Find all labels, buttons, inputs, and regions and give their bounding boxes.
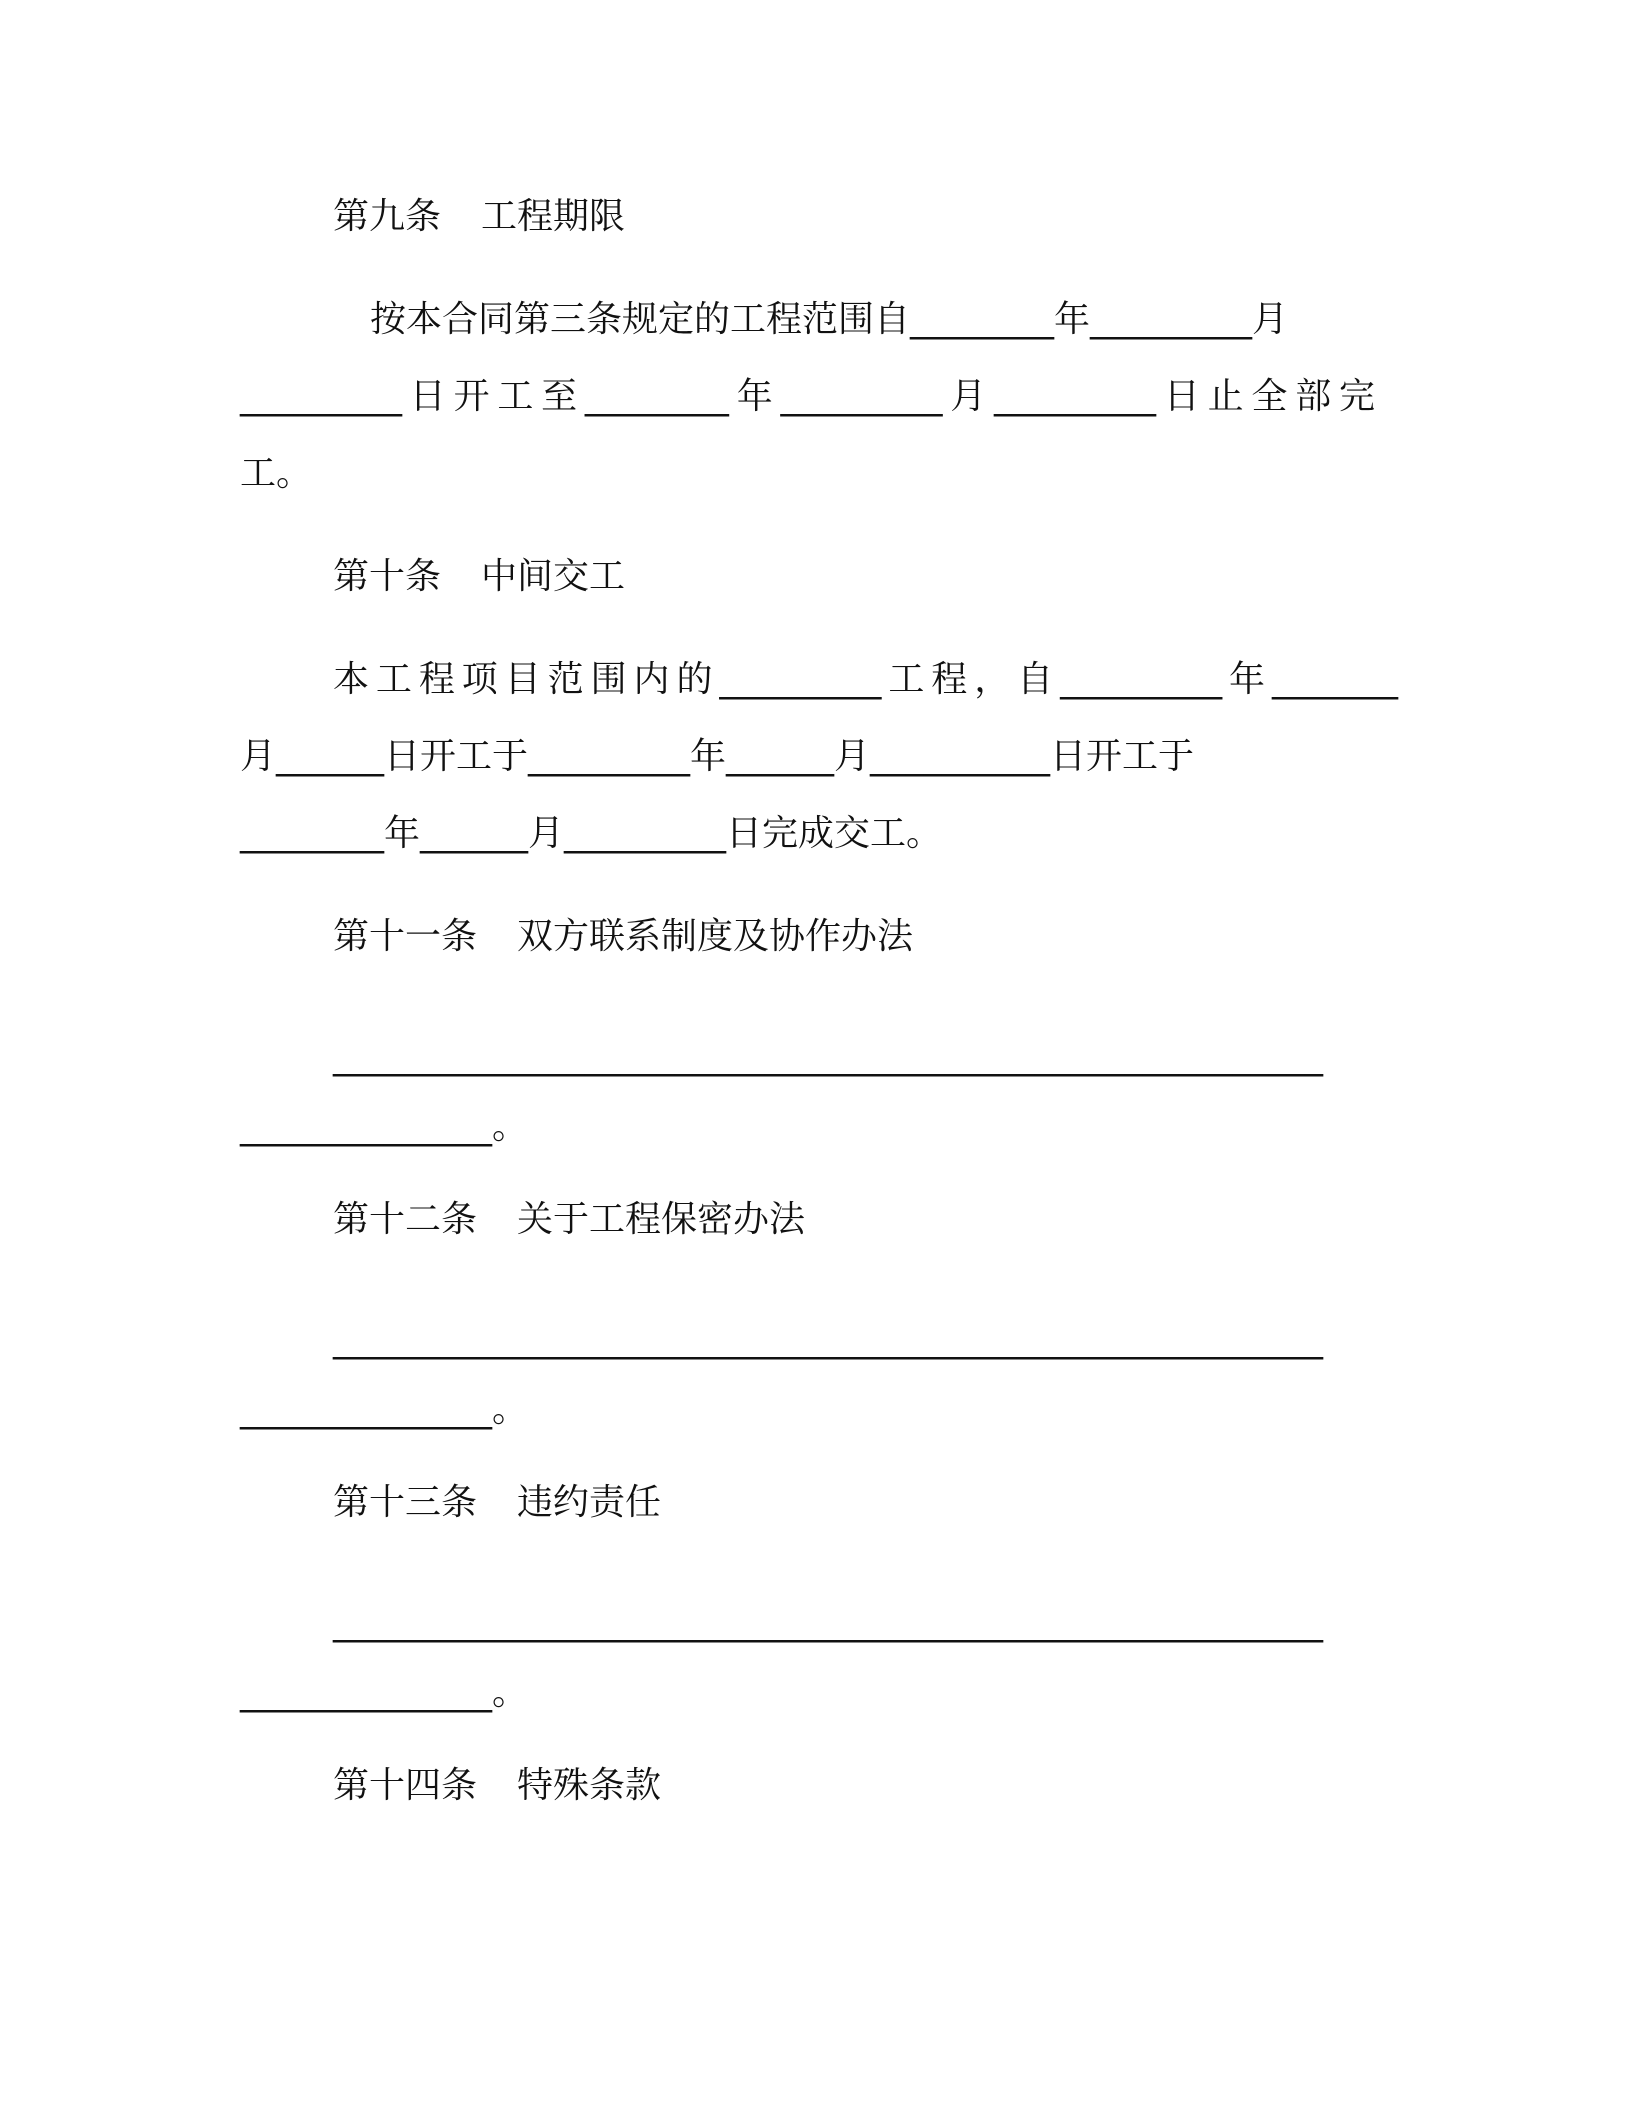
article-13-blank-line-1: _______________________________________________________ bbox=[333, 1602, 1323, 1643]
article-title: 关于工程保密办法 bbox=[517, 1199, 806, 1240]
article-title: 中间交工 bbox=[481, 556, 626, 597]
article-title: 双方联系制度及协作办法 bbox=[517, 916, 914, 957]
article-12-blank-line-1: _______________________________________________________ bbox=[333, 1319, 1323, 1360]
article-title: 违约责任 bbox=[517, 1482, 662, 1523]
article-number: 第十一条 bbox=[333, 916, 478, 957]
article-12-heading bbox=[333, 1198, 805, 1242]
article-14-heading bbox=[333, 1764, 661, 1808]
article-number: 第十二条 bbox=[333, 1199, 478, 1240]
article-number: 第十条 bbox=[333, 556, 442, 597]
article-title: 特殊条款 bbox=[517, 1765, 662, 1806]
article-13-heading bbox=[333, 1481, 661, 1525]
article-10-heading bbox=[333, 555, 625, 599]
article-9-line-2: _________日开工至________年_________月_________日止全部完 bbox=[240, 376, 1375, 417]
article-13-blank-line-2: ______________。 bbox=[240, 1672, 528, 1713]
article-11-heading bbox=[333, 915, 913, 959]
article-number: 第九条 bbox=[333, 196, 442, 237]
article-10-line-2: 月______日开工于_________年______月__________日开工于 bbox=[240, 736, 1195, 777]
article-10-line-3: ________年______月_________日完成交工。 bbox=[240, 813, 943, 854]
article-11-blank-line-2: ______________。 bbox=[240, 1106, 528, 1147]
article-9-line-3: 工。 bbox=[240, 453, 313, 494]
article-9-heading bbox=[333, 195, 625, 239]
article-12-blank-line-2: ______________。 bbox=[240, 1389, 528, 1430]
article-9-line-1: 按本合同第三条规定的工程范围自________年_________月 bbox=[370, 299, 1289, 340]
article-11-blank-line-1: _______________________________________________________ bbox=[333, 1036, 1323, 1077]
article-title: 工程期限 bbox=[481, 196, 626, 237]
article-number: 第十三条 bbox=[333, 1482, 478, 1523]
article-number: 第十四条 bbox=[333, 1765, 478, 1806]
article-10-line-1: 本工程项目范围内的_________工程，自_________年_______ bbox=[333, 659, 1398, 700]
